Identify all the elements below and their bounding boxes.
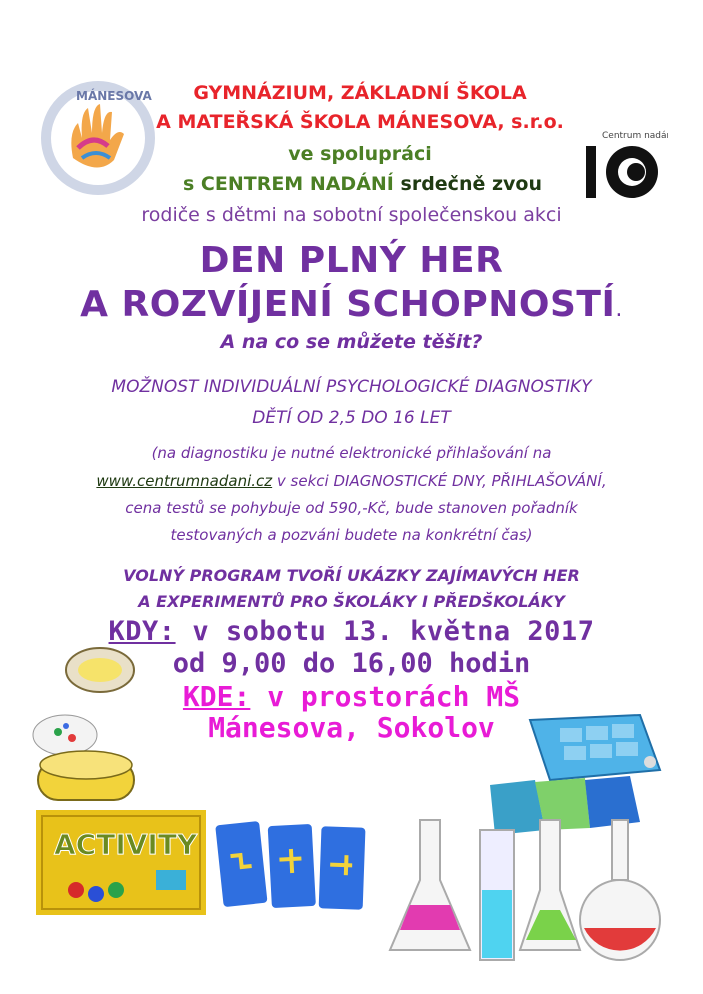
when-label: KDY: [108,616,176,647]
partner-name: s CENTREM NADÁNÍ [182,173,394,195]
diagnostics-line2: DĚTÍ OD 2,5 DO 16 LET [252,408,451,428]
where-place2: Mánesova, Sokolov [208,711,495,744]
cooperation-line: ve spolupráci [288,143,432,165]
event-title-line1: DEN PLNÝ HER [199,240,504,281]
diagnostics-note3: cena testů se pohybuje od 590,-Kč, bude stanoven pořadník [125,499,578,517]
school-name-line2: A MATEŘSKÁ ŠKOLA MÁNESOVA, s.r.o. [156,111,564,133]
centrum-nadani-logo-text: Centrum nadání [602,131,668,141]
activity-game-image [36,810,206,915]
event-title-dot: . [615,297,623,322]
invite-verb: srdečně zvou [400,173,542,195]
school-name-line1: GYMNÁZIUM, ZÁKLADNÍ ŠKOLA [193,82,527,104]
cards-image [212,815,367,920]
audience-line: rodiče s dětmi na sobotní společenskou akci [141,204,562,226]
centrum-nadani-logo [582,128,668,204]
diagnostics-note4: testovaných a pozváni budete na konkrétní čas) [170,526,533,544]
diagnostics-note2-rest: v sekci DIAGNOSTICKÉ DNY, PŘIHLAŠOVÁNÍ, [272,472,607,490]
when-time: od 9,00 do 16,00 hodin [172,648,531,679]
activity-title: ACTIVITY [54,828,198,861]
diagnostics-note2 [0,472,703,490]
manesova-logo-text: MÁNESOVA [76,89,152,103]
where-label: KDE: [182,680,251,713]
diagnostics-note1: (na diagnostiku je nutné elektronické přihlašování na [151,444,552,462]
program-line1: VOLNÝ PROGRAM TVOŘÍ UKÁZKY ZAJÍMAVÝCH HER [123,566,580,585]
question-line: A na co se můžete těšit? [220,331,483,353]
centrumnadani-link[interactable]: www.centrumnadani.cz [96,472,273,490]
dobble-game-image [30,640,140,815]
event-title-line2 [0,284,703,325]
event-title-line2-text: A ROZVÍJENÍ SCHOPNOSTÍ [80,284,616,325]
lab-glassware-image [380,810,680,970]
invitation-line [150,173,575,195]
program-line2: A EXPERIMENTŮ PRO ŠKOLÁKY I PŘEDŠKOLÁKY [138,592,565,611]
diagnostics-line1: MOŽNOST INDIVIDUÁLNÍ PSYCHOLOGICKÉ DIAGNOSTIKY [111,377,592,397]
when-date: v sobotu 13. května 2017 [175,616,595,647]
where-place1: v prostorách MŠ [250,680,521,713]
